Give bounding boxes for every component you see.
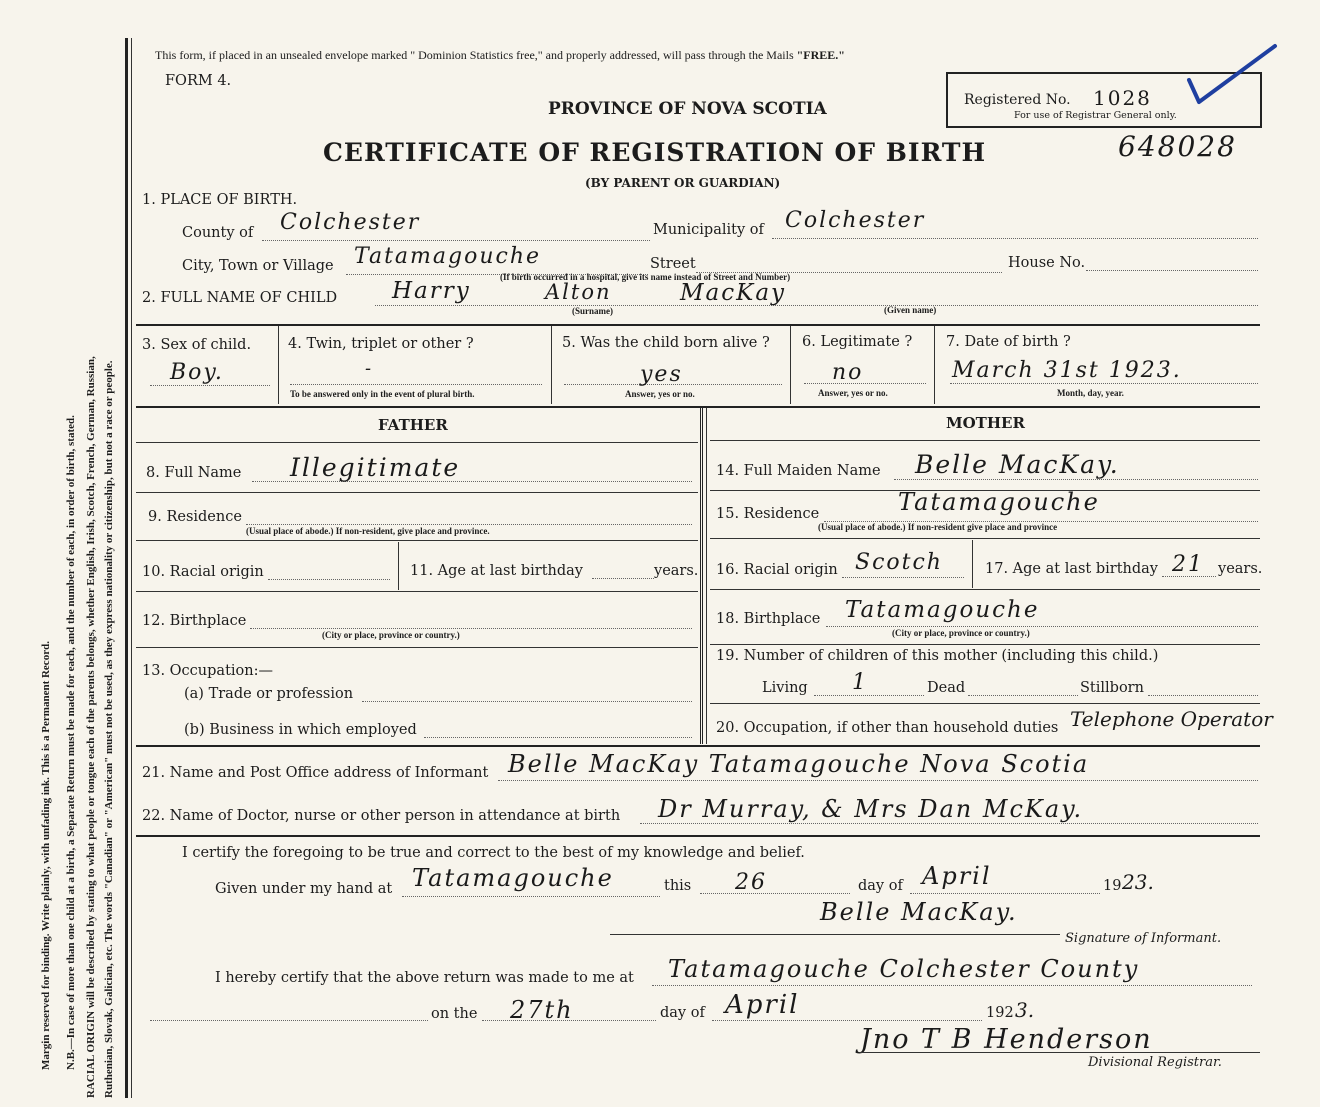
day-of-label: day of bbox=[858, 878, 903, 894]
registrar-year-value: 3. bbox=[1015, 998, 1035, 1022]
mother-racial-value: Scotch bbox=[855, 550, 943, 575]
day-line bbox=[700, 893, 850, 894]
father-business-label: (b) Business in which employed bbox=[184, 722, 417, 738]
county-value: Colchester bbox=[280, 210, 421, 235]
child-name-line bbox=[375, 305, 1258, 306]
check-mark-icon bbox=[1185, 42, 1280, 107]
alive-note: Answer, yes or no. bbox=[625, 389, 695, 399]
mother-residence-label: 15. Residence bbox=[716, 506, 820, 522]
dead-line bbox=[968, 695, 1078, 696]
rule-3 bbox=[136, 745, 1260, 747]
informant-signature: Belle MacKay. bbox=[820, 898, 1018, 926]
informant-value: Belle MacKay Tatamagouche Nova Scotia bbox=[508, 750, 1090, 778]
father-occupation-label: 13. Occupation:— bbox=[142, 663, 273, 679]
registrar-day-value: 27th bbox=[510, 996, 574, 1024]
sex-value: Boy. bbox=[170, 360, 224, 385]
hospital-note: (If birth occurred in a hospital, give its name instead of Street and Number) bbox=[500, 272, 791, 282]
alive-value: yes bbox=[640, 362, 683, 387]
registrar-day-of-label: day of bbox=[660, 1005, 705, 1021]
attendant-line bbox=[640, 823, 1258, 824]
father-birthplace-line bbox=[250, 628, 692, 629]
county-label: County of bbox=[182, 225, 254, 241]
child-name-label: 2. FULL NAME OF CHILD bbox=[142, 290, 338, 306]
mother-occupation-value: Telephone Operator bbox=[1070, 707, 1273, 731]
father-birthplace-label: 12. Birthplace bbox=[142, 613, 247, 629]
legitimate-value: no bbox=[832, 360, 864, 385]
registrar-use-note: For use of Registrar General only. bbox=[1014, 110, 1177, 121]
father-racial-divider bbox=[398, 542, 399, 590]
municipality-label: Municipality of bbox=[653, 222, 764, 238]
on-the-label: on the bbox=[431, 1006, 478, 1022]
mother-name-label: 14. Full Maiden Name bbox=[716, 463, 881, 479]
stillborn-label: Stillborn bbox=[1080, 680, 1144, 696]
registrar-signature: Jno T B Henderson bbox=[860, 1024, 1153, 1055]
year-value: 23. bbox=[1122, 870, 1154, 894]
mail-notice bbox=[155, 48, 845, 63]
month-line bbox=[910, 893, 1100, 894]
dob-note: Month, day, year. bbox=[1057, 388, 1124, 398]
rule-2 bbox=[136, 406, 1260, 408]
mother-name-value: Belle MacKay. bbox=[915, 450, 1120, 479]
day-value: 26 bbox=[735, 870, 767, 895]
father-residence-note bbox=[246, 526, 490, 536]
mother-residence-note bbox=[818, 522, 1057, 532]
margin-note-4: Ruthenian, Slovak, Galician, etc. The words "Canadian" or "American" must not be used, as they express nationality or citizenship, but not a race or people. bbox=[103, 360, 115, 1098]
form-number: FORM 4. bbox=[165, 73, 232, 89]
informant-line bbox=[498, 780, 1258, 781]
registered-label: Registered No. bbox=[964, 92, 1071, 108]
municipality-line bbox=[772, 238, 1258, 239]
row3-divider-4 bbox=[934, 326, 935, 404]
child-surname: MacKay bbox=[680, 280, 787, 306]
mother-heading-rule bbox=[710, 440, 1260, 441]
attendant-label: 22. Name of Doctor, nurse or other person in attendance at birth bbox=[142, 808, 621, 824]
margin-note-2: N.B.—In case of more than one child at a birth, a Separate Return must be made for each, and the number of each, in order of birth, stated. bbox=[65, 415, 77, 1070]
city-label: City, Town or Village bbox=[182, 258, 334, 274]
registered-number: 1028 bbox=[1093, 86, 1152, 110]
mother-age-value: 21 bbox=[1172, 552, 1204, 577]
month-value: April bbox=[922, 862, 992, 890]
father-heading-rule bbox=[136, 442, 698, 443]
mother-residence-value: Tatamagouche bbox=[898, 488, 1100, 516]
house-line bbox=[1086, 270, 1258, 271]
father-age-unit: years. bbox=[654, 563, 699, 579]
registrar-signature-line bbox=[860, 1052, 1260, 1053]
mother-birthplace-label: 18. Birthplace bbox=[716, 611, 821, 627]
father-heading: FATHER bbox=[378, 416, 448, 434]
province-heading: PROVINCE OF NOVA SCOTIA bbox=[548, 99, 827, 119]
living-value: 1 bbox=[852, 670, 868, 695]
registrar-signature-label: Divisional Registrar. bbox=[1088, 1055, 1222, 1070]
registrar-blank-line bbox=[150, 1020, 428, 1021]
mother-residence-note-b: If non-resident give place and province bbox=[907, 522, 1058, 532]
living-label: Living bbox=[762, 680, 808, 696]
row3-divider-3 bbox=[790, 326, 791, 404]
legitimate-line bbox=[804, 383, 926, 384]
mother-rule-4 bbox=[710, 644, 1260, 645]
father-age-line bbox=[592, 578, 654, 579]
mother-rule-2 bbox=[710, 538, 1260, 539]
twin-line bbox=[290, 384, 542, 385]
child-given-1: Harry bbox=[392, 278, 471, 304]
row3-divider-1 bbox=[278, 326, 279, 404]
father-trade-label: (a) Trade or profession bbox=[184, 686, 354, 702]
father-residence-note-b: If non-resident, give place and province. bbox=[335, 526, 490, 536]
mother-racial-line bbox=[842, 577, 964, 578]
mother-age-label: 17. Age at last birthday bbox=[985, 561, 1158, 577]
twin-note: To be answered only in the event of plural birth. bbox=[290, 389, 475, 399]
surname-note: (Surname) bbox=[572, 306, 613, 316]
informant-signature-label: Signature of Informant. bbox=[1065, 931, 1222, 946]
father-residence-line bbox=[246, 524, 692, 525]
margin-note-1: Margin reserved for binding. Write plainly, with unfading ink. This is a Permanent Record. bbox=[40, 641, 52, 1070]
mother-children-label: 19. Number of children of this mother (including this child.) bbox=[716, 648, 1159, 664]
mail-notice-text: This form, if placed in an unsealed envelope marked " Dominion Statistics free," and properly addressed, will pass through the Mails bbox=[155, 48, 794, 62]
father-racial-line bbox=[268, 579, 390, 580]
registrar-year-prefix: 192 bbox=[986, 1005, 1014, 1021]
given-name-note: (Given name) bbox=[884, 305, 937, 315]
father-rule-2 bbox=[136, 540, 698, 541]
mother-racial-label: 16. Racial origin bbox=[716, 562, 838, 578]
given-label: Given under my hand at bbox=[215, 881, 393, 897]
registrar-statement: I hereby certify that the above return was made to me at bbox=[215, 970, 634, 986]
father-age-label: 11. Age at last birthday bbox=[410, 563, 583, 579]
stillborn-line bbox=[1148, 695, 1258, 696]
legitimate-label: 6. Legitimate ? bbox=[802, 334, 913, 350]
mother-rule-5 bbox=[710, 703, 1260, 704]
parents-divider-b bbox=[706, 408, 707, 744]
dob-line bbox=[950, 383, 1258, 384]
father-name-label: 8. Full Name bbox=[146, 465, 242, 481]
mother-age-unit: years. bbox=[1218, 561, 1263, 577]
father-rule-3 bbox=[136, 591, 698, 592]
sex-line bbox=[150, 385, 270, 386]
registrar-month-line bbox=[712, 1020, 982, 1021]
house-label: House No. bbox=[1008, 255, 1086, 271]
mother-name-line bbox=[894, 479, 1258, 480]
certificate-subtitle: (BY PARENT OR GUARDIAN) bbox=[585, 176, 781, 190]
dob-value: March 31st 1923. bbox=[952, 358, 1182, 383]
mother-birthplace-value: Tatamagouche bbox=[845, 597, 1040, 623]
mother-heading: MOTHER bbox=[946, 414, 1025, 432]
living-line bbox=[814, 695, 924, 696]
father-rule-1 bbox=[136, 492, 698, 493]
place-of-birth-heading: 1. PLACE OF BIRTH. bbox=[142, 192, 298, 208]
father-racial-label: 10. Racial origin bbox=[142, 564, 264, 580]
handwritten-number: 648028 bbox=[1118, 130, 1237, 163]
rule-1 bbox=[136, 324, 1260, 326]
father-residence-label: 9. Residence bbox=[148, 509, 242, 525]
rule-4 bbox=[136, 835, 1260, 837]
mother-residence-note-a: (Usual place of abode.) bbox=[818, 522, 906, 532]
dob-label: 7. Date of birth ? bbox=[946, 334, 1071, 350]
certificate-title: CERTIFICATE OF REGISTRATION OF BIRTH bbox=[323, 138, 987, 167]
mother-birthplace-note: (City or place, province or country.) bbox=[892, 628, 1030, 638]
registrar-month-value: April bbox=[725, 990, 800, 1020]
father-rule-4 bbox=[136, 647, 698, 648]
informant-signature-line bbox=[610, 934, 1060, 935]
margin-border-inner bbox=[131, 38, 132, 1098]
registrar-place-value: Tatamagouche Colchester County bbox=[668, 955, 1140, 983]
given-place-value: Tatamagouche bbox=[412, 864, 614, 892]
mother-birthplace-line bbox=[826, 626, 1258, 627]
informant-label: 21. Name and Post Office address of Informant bbox=[142, 765, 489, 781]
twin-label: 4. Twin, triplet or other ? bbox=[288, 336, 474, 352]
mother-racial-divider bbox=[972, 540, 973, 588]
city-value: Tatamagouche bbox=[354, 244, 542, 269]
municipality-value: Colchester bbox=[785, 208, 926, 233]
given-place-line bbox=[402, 896, 660, 897]
father-business-line bbox=[424, 737, 692, 738]
child-given-2: Alton bbox=[545, 280, 612, 304]
father-trade-line bbox=[362, 701, 692, 702]
mail-notice-free: "FREE." bbox=[796, 48, 845, 62]
mother-occupation-label: 20. Occupation, if other than household duties bbox=[716, 720, 1059, 736]
year-prefix: 19 bbox=[1103, 878, 1122, 894]
mother-rule-3 bbox=[710, 589, 1260, 590]
parents-divider bbox=[700, 408, 703, 744]
father-residence-note-a: (Usual place of abode.) bbox=[246, 526, 334, 536]
county-line bbox=[262, 240, 650, 241]
father-name-value: Illegitimate bbox=[290, 453, 461, 482]
registrar-place-line bbox=[652, 985, 1252, 986]
dead-label: Dead bbox=[927, 680, 966, 696]
certify-statement: I certify the foregoing to be true and correct to the best of my knowledge and belief. bbox=[182, 845, 805, 861]
margin-border bbox=[125, 38, 128, 1098]
attendant-value: Dr Murray, & Mrs Dan McKay. bbox=[658, 795, 1084, 823]
twin-value: - bbox=[365, 358, 374, 379]
this-label: this bbox=[664, 878, 692, 894]
margin-note-3: RACIAL ORIGIN will be described by stating to what people or tongue each of the parents belongs, whether English, Irish, Scotch, French, German, Russian, bbox=[85, 356, 97, 1098]
sex-label: 3. Sex of child. bbox=[142, 337, 252, 353]
row3-divider-2 bbox=[551, 326, 552, 404]
legitimate-note: Answer, yes or no. bbox=[818, 388, 888, 398]
alive-label: 5. Was the child born alive ? bbox=[562, 335, 770, 351]
street-label: Street bbox=[650, 256, 696, 272]
father-birthplace-note: (City or place, province or country.) bbox=[322, 630, 460, 640]
